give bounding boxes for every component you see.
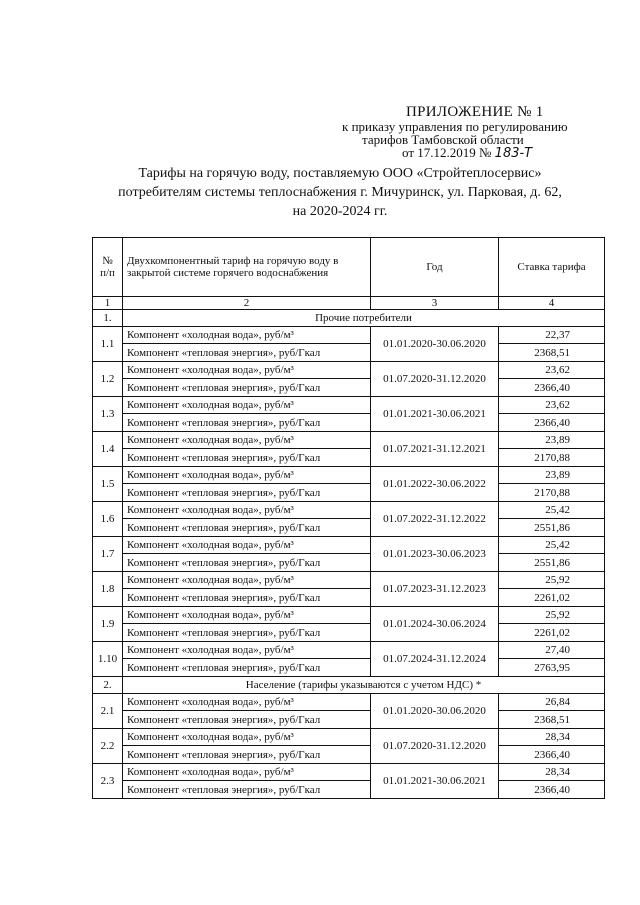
- appendix-line-order: к приказу управления по регулированию: [342, 119, 568, 134]
- appendix-header: [340, 104, 630, 160]
- row-number: 1.10: [93, 642, 123, 677]
- heat-energy-rate: 2551,86: [499, 519, 605, 537]
- heat-energy-rate: 2763,95: [499, 659, 605, 677]
- handwritten-order-number: 183-Т: [494, 146, 533, 161]
- heat-energy-label: Компонент «тепловая энергия», руб/Гкал: [123, 414, 371, 432]
- heat-energy-label: Компонент «тепловая энергия», руб/Гкал: [123, 449, 371, 467]
- row-number: 2.3: [93, 764, 123, 799]
- period-cell: 01.07.2022-31.12.2022: [371, 502, 499, 537]
- cold-water-rate: 25,42: [499, 537, 605, 554]
- cold-water-rate: 28,34: [499, 764, 605, 781]
- table-row: [93, 449, 605, 467]
- cold-water-rate: 25,92: [499, 607, 605, 624]
- table-row: [93, 607, 605, 624]
- heat-energy-label: Компонент «тепловая энергия», руб/Гкал: [123, 344, 371, 362]
- cold-water-label: Компонент «холодная вода», руб/м³: [123, 467, 371, 484]
- document-title: [110, 164, 570, 221]
- period-cell: 01.01.2023-30.06.2023: [371, 537, 499, 572]
- heat-energy-rate: 2261,02: [499, 589, 605, 607]
- cold-water-label: Компонент «холодная вода», руб/м³: [123, 432, 371, 449]
- heat-energy-rate: 2170,88: [499, 449, 605, 467]
- appendix-line-authority: тарифов Тамбовской области: [362, 132, 524, 147]
- cold-water-rate: 27,40: [499, 642, 605, 659]
- index-cell: 1: [93, 297, 123, 310]
- row-number: 2.2: [93, 729, 123, 764]
- heat-energy-label: Компонент «тепловая энергия», руб/Гкал: [123, 746, 371, 764]
- table-row: [93, 711, 605, 729]
- heat-energy-rate: 2366,40: [499, 414, 605, 432]
- period-cell: 01.07.2023-31.12.2023: [371, 572, 499, 607]
- cold-water-label: Компонент «холодная вода», руб/м³: [123, 764, 371, 781]
- table-row: [93, 519, 605, 537]
- heat-energy-rate: 2366,40: [499, 746, 605, 764]
- row-number: 2.1: [93, 694, 123, 729]
- cold-water-label: Компонент «холодная вода», руб/м³: [123, 572, 371, 589]
- heat-energy-label: Компонент «тепловая энергия», руб/Гкал: [123, 711, 371, 729]
- appendix-title: ПРИЛОЖЕНИЕ № 1: [406, 104, 544, 120]
- table-row: [93, 414, 605, 432]
- period-cell: 01.01.2022-30.06.2022: [371, 467, 499, 502]
- table-row: [93, 781, 605, 799]
- heat-energy-label: Компонент «тепловая энергия», руб/Гкал: [123, 659, 371, 677]
- heat-energy-rate: 2170,88: [499, 484, 605, 502]
- table-row: [93, 502, 605, 519]
- table-row: [93, 624, 605, 642]
- table-row: [93, 589, 605, 607]
- cold-water-rate: 23,62: [499, 362, 605, 379]
- period-cell: 01.07.2024-31.12.2024: [371, 642, 499, 677]
- title-line-3: на 2020-2024 гг.: [292, 204, 388, 219]
- table-row: [93, 729, 605, 746]
- heat-energy-label: Компонент «тепловая энергия», руб/Гкал: [123, 781, 371, 799]
- heat-energy-rate: 2261,02: [499, 624, 605, 642]
- table-row: [93, 484, 605, 502]
- row-number: 1.4: [93, 432, 123, 467]
- table-row: [93, 537, 605, 554]
- heat-energy-rate: 2366,40: [499, 379, 605, 397]
- row-number: 1.7: [93, 537, 123, 572]
- cold-water-rate: 23,89: [499, 467, 605, 484]
- cold-water-label: Компонент «холодная вода», руб/м³: [123, 327, 371, 344]
- cold-water-label: Компонент «холодная вода», руб/м³: [123, 694, 371, 711]
- table-row: [93, 746, 605, 764]
- index-cell: 3: [371, 297, 499, 310]
- table-row: [93, 659, 605, 677]
- period-cell: 01.01.2020-30.06.2020: [371, 694, 499, 729]
- section-row: [93, 310, 605, 327]
- section-number: 1.: [93, 310, 123, 327]
- appendix-date-text: от 17.12.2019 №: [402, 145, 492, 160]
- table-row: [93, 327, 605, 344]
- table-index-row: [93, 297, 605, 310]
- cold-water-label: Компонент «холодная вода», руб/м³: [123, 607, 371, 624]
- heat-energy-label: Компонент «тепловая энергия», руб/Гкал: [123, 554, 371, 572]
- period-cell: 01.01.2020-30.06.2020: [371, 327, 499, 362]
- cold-water-rate: 25,92: [499, 572, 605, 589]
- cold-water-rate: 23,62: [499, 397, 605, 414]
- cold-water-rate: 26,84: [499, 694, 605, 711]
- header-tariff: Двухкомпонентный тариф на горячую воду в закрытой системе горячего водоснабжения: [123, 238, 371, 297]
- table-row: [93, 362, 605, 379]
- heat-energy-rate: 2366,40: [499, 781, 605, 799]
- heat-energy-label: Компонент «тепловая энергия», руб/Гкал: [123, 519, 371, 537]
- table-row: [93, 642, 605, 659]
- section-row: [93, 677, 605, 694]
- table-header-row: [93, 238, 605, 297]
- index-cell: 2: [123, 297, 371, 310]
- table-row: [93, 572, 605, 589]
- tariff-table: [92, 237, 605, 799]
- cold-water-label: Компонент «холодная вода», руб/м³: [123, 729, 371, 746]
- table-row: [93, 554, 605, 572]
- row-number: 1.5: [93, 467, 123, 502]
- index-cell: 4: [499, 297, 605, 310]
- cold-water-label: Компонент «холодная вода», руб/м³: [123, 537, 371, 554]
- cold-water-label: Компонент «холодная вода», руб/м³: [123, 642, 371, 659]
- heat-energy-label: Компонент «тепловая энергия», руб/Гкал: [123, 484, 371, 502]
- header-period: Год: [371, 238, 499, 297]
- row-number: 1.1: [93, 327, 123, 362]
- appendix-line-date: [340, 146, 630, 160]
- heat-energy-rate: 2551,86: [499, 554, 605, 572]
- cold-water-rate: 22,37: [499, 327, 605, 344]
- table-row: [93, 379, 605, 397]
- title-line-1: Тарифы на горячую воду, поставляемую ООО «Стройтеплосервис»: [138, 166, 542, 181]
- cold-water-rate: 28,34: [499, 729, 605, 746]
- row-number: 1.3: [93, 397, 123, 432]
- heat-energy-label: Компонент «тепловая энергия», руб/Гкал: [123, 379, 371, 397]
- table-row: [93, 344, 605, 362]
- row-number: 1.8: [93, 572, 123, 607]
- heat-energy-label: Компонент «тепловая энергия», руб/Гкал: [123, 589, 371, 607]
- period-cell: 01.07.2020-31.12.2020: [371, 362, 499, 397]
- header-num: № п/п: [93, 238, 123, 297]
- heat-energy-rate: 2368,51: [499, 344, 605, 362]
- heat-energy-label: Компонент «тепловая энергия», руб/Гкал: [123, 624, 371, 642]
- period-cell: 01.07.2021-31.12.2021: [371, 432, 499, 467]
- row-number: 1.9: [93, 607, 123, 642]
- cold-water-label: Компонент «холодная вода», руб/м³: [123, 397, 371, 414]
- section-number: 2.: [93, 677, 123, 694]
- period-cell: 01.07.2020-31.12.2020: [371, 729, 499, 764]
- period-cell: 01.01.2024-30.06.2024: [371, 607, 499, 642]
- section-title: Прочие потребители: [123, 310, 605, 327]
- section-title: Население (тарифы указываются с учетом НДС) *: [123, 677, 605, 694]
- row-number: 1.2: [93, 362, 123, 397]
- cold-water-rate: 23,89: [499, 432, 605, 449]
- table-row: [93, 694, 605, 711]
- table-row: [93, 467, 605, 484]
- cold-water-label: Компонент «холодная вода», руб/м³: [123, 502, 371, 519]
- title-line-2: потребителям системы теплоснабжения г. Мичуринск, ул. Парковая, д. 62,: [118, 185, 562, 200]
- cold-water-rate: 25,42: [499, 502, 605, 519]
- table-row: [93, 397, 605, 414]
- cold-water-label: Компонент «холодная вода», руб/м³: [123, 362, 371, 379]
- table-row: [93, 764, 605, 781]
- row-number: 1.6: [93, 502, 123, 537]
- period-cell: 01.01.2021-30.06.2021: [371, 397, 499, 432]
- table-row: [93, 432, 605, 449]
- period-cell: 01.01.2021-30.06.2021: [371, 764, 499, 799]
- heat-energy-rate: 2368,51: [499, 711, 605, 729]
- header-rate: Ставка тарифа: [499, 238, 605, 297]
